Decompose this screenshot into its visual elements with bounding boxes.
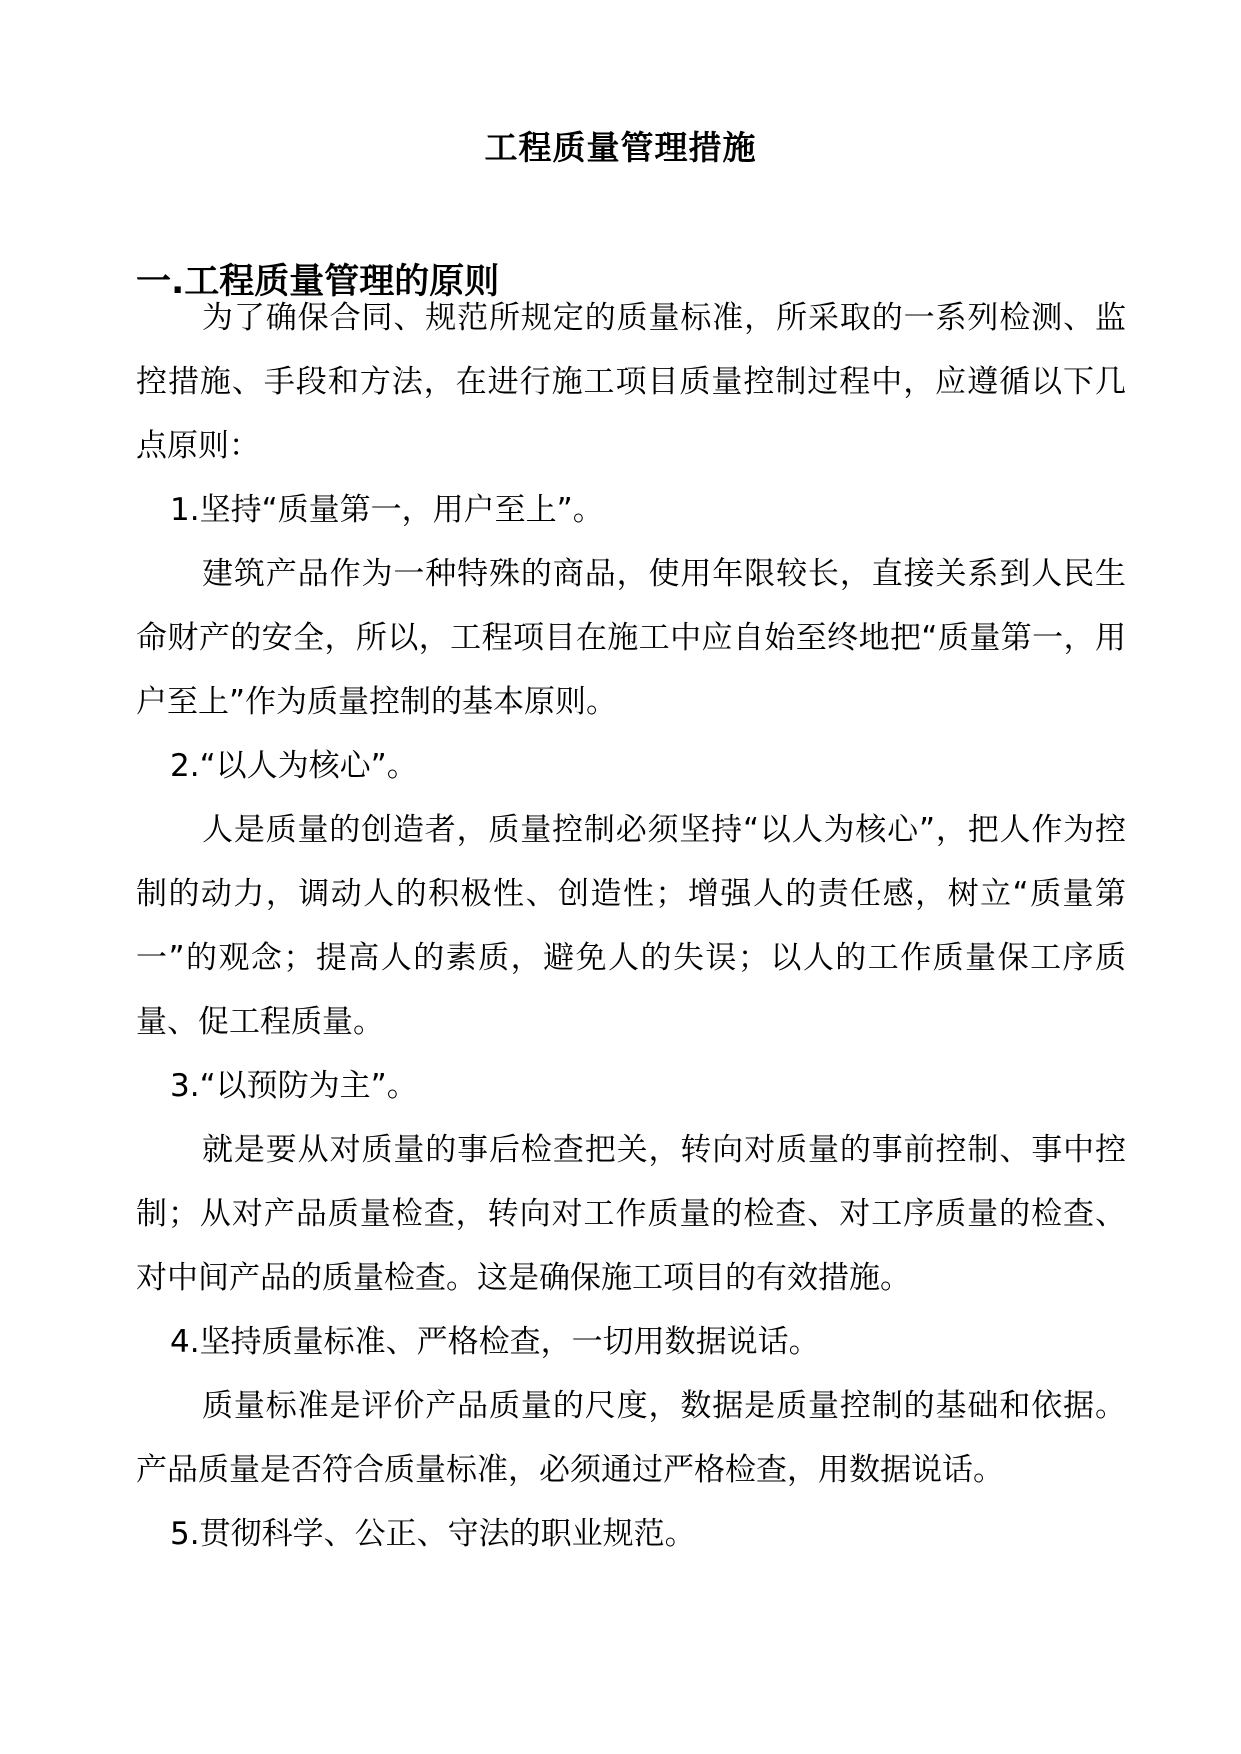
principle-2-text: 人是质量的创造者，质量控制必须坚持“以人为核心”，把人作为控制的动力，调动人的积极性、创造性；增强人的责任感，树立“质量第一”的观念；提高人的素质，避免人的失误；以人的工作质量保工序质量、促工程质量。 [136,812,1126,1040]
principle-4-text: 质量标准是评价产品质量的尺度，数据是质量控制的基础和依据。产品质量是否符合质量标准，必须通过严格检查，用数据说话。 [136,1388,1126,1488]
principle-4-heading: 4.坚持质量标准、严格检查，一切用数据说话。 [170,1324,820,1360]
principle-3-heading: 3.“以预防为主”。 [170,1068,418,1104]
principle-5-heading: 5.贯彻科学、公正、守法的职业规范。 [170,1516,696,1552]
intro-paragraph: 为了确保合同、规范所规定的质量标准，所采取的一系列检测、监控措施、手段和方法，在进行施工项目质量控制过程中，应遵循以下几点原则： [136,300,1126,464]
principle-1-heading: 1.坚持“质量第一，用户至上”。 [170,492,604,528]
principle-3-text: 就是要从对质量的事后检查把关，转向对质量的事前控制、事中控制；从对产品质量检查，转向对工作质量的检查、对工序质量的检查、对中间产品的质量检查。这是确保施工项目的有效措施。 [136,1132,1126,1296]
section-heading: 一.工程质量管理的原则 [136,262,500,302]
principle-2-heading: 2.“以人为核心”。 [170,748,418,784]
document-body [136,286,1126,1566]
principle-1-text: 建筑产品作为一种特殊的商品，使用年限较长，直接关系到人民生命财产的安全，所以，工程项目在施工中应自始至终地把“质量第一，用户至上”作为质量控制的基本原则。 [136,556,1126,720]
document-title: 工程质量管理措施 [484,128,757,167]
